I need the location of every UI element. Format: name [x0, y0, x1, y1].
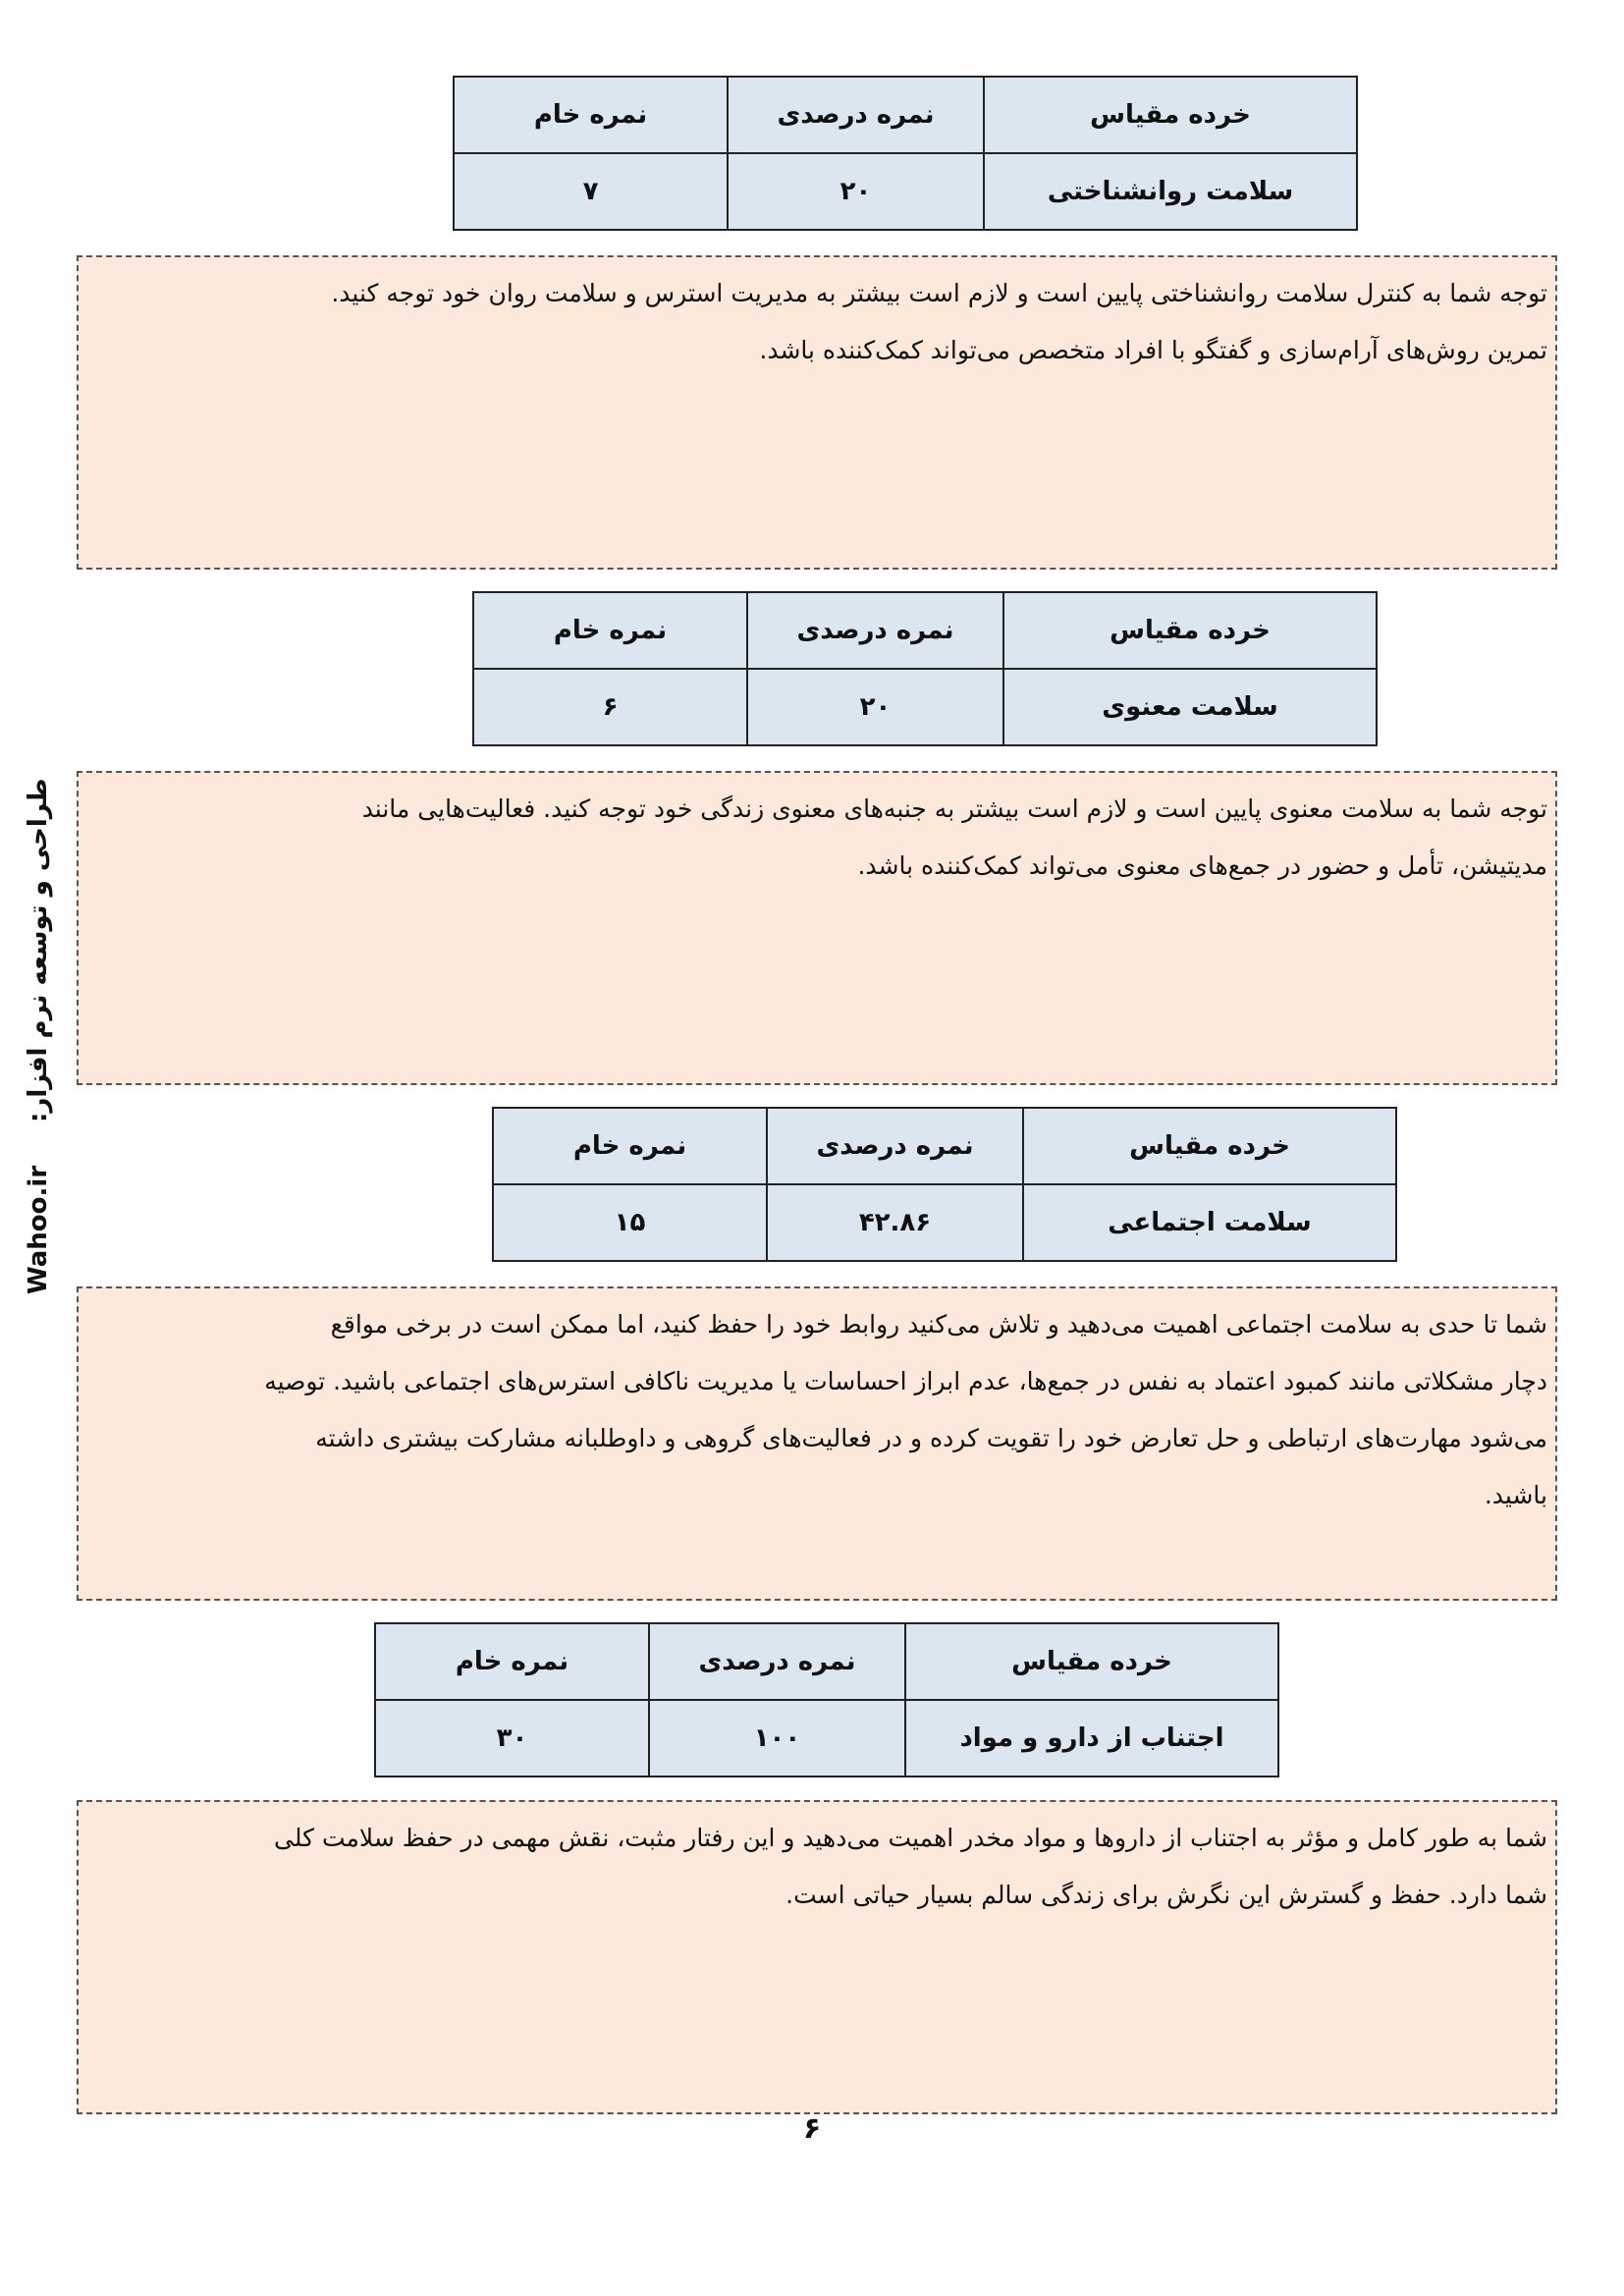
header-raw: نمره خام — [375, 1623, 649, 1700]
table-header-row — [493, 1108, 1396, 1184]
note-line: توجه شما به سلامت معنوی پایین است و لازم است بیشتر به جنبه‌های معنوی زندگی خود توجه کنید. فعالیت‌هایی مانند — [361, 794, 1547, 823]
note-line: تمرین روش‌های آرام‌سازی و گفتگو با افراد متخصص می‌تواند کمک‌کننده باشد. — [759, 336, 1547, 364]
subscale-cell: سلامت اجتماعی — [1023, 1184, 1396, 1261]
table-header-row — [454, 77, 1357, 153]
score-table — [492, 1107, 1397, 1262]
table-row — [473, 669, 1377, 745]
note-line: مدیتیشن، تأمل و حضور در جمع‌های معنوی می‌تواند کمک‌کننده باشد. — [857, 851, 1547, 880]
note-line: باشید. — [1484, 1481, 1547, 1509]
note-box — [77, 1286, 1557, 1601]
side-credit — [14, 776, 63, 1296]
credit-label: طراحی و توسعه نرم افزار: — [24, 778, 53, 1122]
table-header-row — [375, 1623, 1278, 1700]
note-line: شما دارد. حفظ و گسترش این نگرش برای زندگی سالم بسیار حیاتی است. — [785, 1881, 1547, 1909]
note-line: دچار مشکلاتی مانند کمبود اعتماد به نفس در جمع‌ها، عدم ابراز احساسات یا مدیریت ناکافی استرس‌های اجتماعی باشید. توصیه — [264, 1367, 1547, 1395]
header-percent: نمره درصدی — [649, 1623, 905, 1700]
score-table — [472, 591, 1378, 746]
percent-cell: ۴۲.۸۶ — [767, 1184, 1023, 1261]
header-percent: نمره درصدی — [767, 1108, 1023, 1184]
header-percent: نمره درصدی — [747, 592, 1003, 669]
note-box — [77, 771, 1557, 1085]
table-row — [493, 1184, 1396, 1261]
percent-cell: ۱۰۰ — [649, 1700, 905, 1777]
note-box — [77, 1800, 1557, 2114]
percent-cell: ۲۰ — [728, 153, 984, 230]
header-raw: نمره خام — [473, 592, 747, 669]
header-raw: نمره خام — [493, 1108, 767, 1184]
website-label: Wahoo.ir — [24, 1165, 53, 1294]
subscale-cell: اجتناب از دارو و مواد — [905, 1700, 1278, 1777]
percent-cell: ۲۰ — [747, 669, 1003, 745]
subscale-cell: سلامت معنوی — [1003, 669, 1377, 745]
score-table — [453, 76, 1358, 231]
header-subscale: خرده مقیاس — [1003, 592, 1377, 669]
raw-cell: ۶ — [473, 669, 747, 745]
header-subscale: خرده مقیاس — [1023, 1108, 1396, 1184]
header-subscale: خرده مقیاس — [984, 77, 1357, 153]
table-row — [454, 153, 1357, 230]
table-row — [375, 1700, 1278, 1777]
header-percent: نمره درصدی — [728, 77, 984, 153]
raw-cell: ۳۰ — [375, 1700, 649, 1777]
table-header-row — [473, 592, 1377, 669]
raw-cell: ۱۵ — [493, 1184, 767, 1261]
note-box — [77, 255, 1557, 570]
raw-cell: ۷ — [454, 153, 728, 230]
page-number: ۶ — [802, 2111, 822, 2146]
score-table — [374, 1622, 1279, 1777]
header-subscale: خرده مقیاس — [905, 1623, 1278, 1700]
header-raw: نمره خام — [454, 77, 728, 153]
note-line: شما تا حدی به سلامت اجتماعی اهمیت می‌دهید و تلاش می‌کنید روابط خود را حفظ کنید، اما ممکن است در برخی مواقع — [330, 1310, 1547, 1339]
note-line: توجه شما به کنترل سلامت روانشناختی پایین است و لازم است بیشتر به مدیریت استرس و سلامت روان خود توجه کنید. — [331, 279, 1547, 307]
subscale-cell: سلامت روانشناختی — [984, 153, 1357, 230]
note-line: شما به طور کامل و مؤثر به اجتناب از داروها و مواد مخدر اهمیت می‌دهید و این رفتار مثبت، نقش مهمی در حفظ سلامت کلی — [274, 1824, 1547, 1852]
note-line: می‌شود مهارت‌های ارتباطی و حل تعارض خود را تقویت کرده و در فعالیت‌های گروهی و داوطلبانه مشارکت بیشتری داشته — [315, 1424, 1547, 1452]
